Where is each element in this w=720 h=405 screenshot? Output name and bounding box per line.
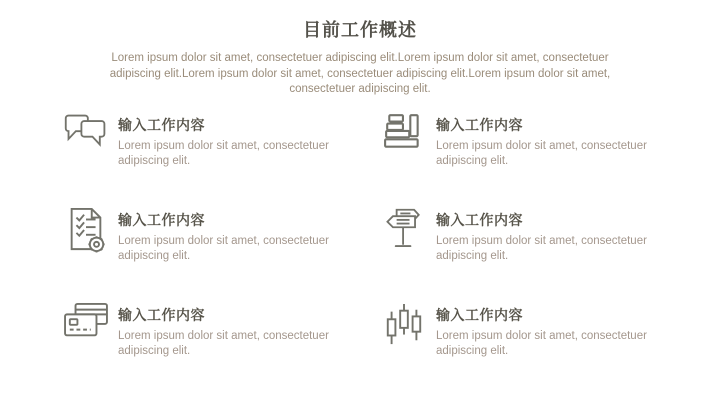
work-item xyxy=(380,112,660,169)
work-items-grid xyxy=(62,112,660,359)
work-item-description: Lorem ipsum dolor sit amet, consectetuer adipiscing elit. xyxy=(436,330,647,357)
work-item-description: Lorem ipsum dolor sit amet, consectetuer adipiscing elit. xyxy=(118,330,329,357)
work-item-heading: 输入工作内容 xyxy=(118,307,205,323)
work-item-description: Lorem ipsum dolor sit amet, consectetuer adipiscing elit. xyxy=(436,140,647,167)
work-item-description: Lorem ipsum dolor sit amet, consectetuer adipiscing elit. xyxy=(118,140,329,167)
work-item xyxy=(62,112,342,169)
chat-bubbles-icon xyxy=(62,112,110,158)
funnel-bars-icon xyxy=(380,112,428,158)
work-item xyxy=(62,207,342,264)
work-item xyxy=(380,302,660,359)
work-item-heading: 输入工作内容 xyxy=(436,212,523,228)
work-item-content xyxy=(118,302,338,359)
work-item-content xyxy=(436,112,656,169)
work-item-description: Lorem ipsum dolor sit amet, consectetuer adipiscing elit. xyxy=(436,235,647,262)
intro-paragraph: Lorem ipsum dolor sit amet, consectetuer adipiscing elit.Lorem ipsum dolor sit amet, consectetuer adipiscing elit.Lorem ipsum dolor sit amet, consectetuer adipiscing elit.Lorem ipsum dolor sit amet, consectetuer adipiscing elit. xyxy=(109,52,611,95)
work-item-heading: 输入工作内容 xyxy=(118,212,205,228)
work-item xyxy=(380,207,660,264)
work-item-heading: 输入工作内容 xyxy=(436,307,523,323)
work-item-heading: 输入工作内容 xyxy=(436,117,523,133)
work-item-content xyxy=(118,112,338,169)
work-item-content xyxy=(118,207,338,264)
checklist-gear-icon xyxy=(62,207,110,253)
work-item-content xyxy=(436,302,656,359)
page-title: 目前工作概述 xyxy=(303,20,417,40)
candlestick-chart-icon xyxy=(380,302,428,348)
work-item xyxy=(62,302,342,359)
work-item-content xyxy=(436,207,656,264)
work-item-description: Lorem ipsum dolor sit amet, consectetuer adipiscing elit. xyxy=(118,235,329,262)
credit-cards-icon xyxy=(62,302,110,348)
signpost-icon xyxy=(380,207,428,253)
work-item-heading: 输入工作内容 xyxy=(118,117,205,133)
